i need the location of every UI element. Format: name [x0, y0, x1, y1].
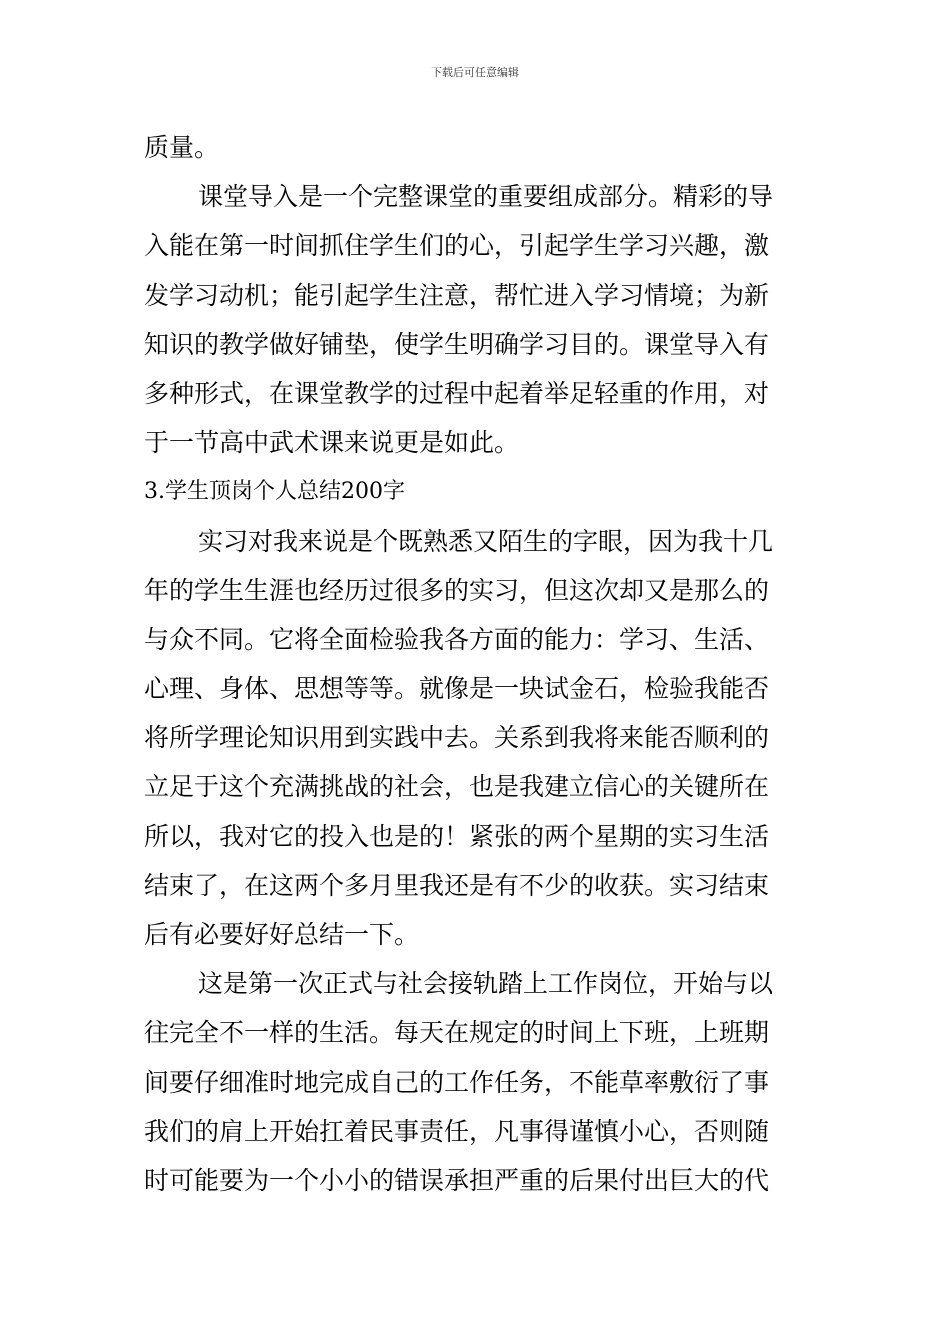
paragraph-start-line: 这是第一次正式与社会接轨踏上工作岗位，开始与以	[198, 969, 774, 999]
text-line: 后有必要好好总结一下。	[144, 920, 420, 949]
text-line: 将所学理论知识用到实践中去。关系到我将来能否顺利的	[144, 723, 770, 753]
text-line: 知识的教学做好铺垫，使学生明确学习目的。课堂导入有	[144, 329, 770, 359]
section-heading: 3.学生顶岗个人总结200字	[144, 479, 405, 505]
text-line: 与众不同。它将全面检验我各方面的能力：学习、生活、	[144, 624, 770, 654]
page-header: 下载后可任意编辑	[431, 66, 519, 79]
text-line: 年的学生生涯也经历过很多的实习，但这次却又是那么的	[144, 575, 770, 605]
text-line: 间要仔细准时地完成自己的工作任务，不能草率敷衍了事	[144, 1067, 770, 1097]
text-line: 多种形式，在课堂教学的过程中起着举足轻重的作用，对	[144, 378, 770, 408]
text-line: 所以，我对它的投入也是的！紧张的两个星期的实习生活	[144, 821, 770, 851]
text-line: 我们的肩上开始扛着民事责任，凡事得谨慎小心，否则随	[144, 1116, 770, 1146]
paragraph-start-line: 实习对我来说是个既熟悉又陌生的字眼，因为我十几	[198, 526, 774, 556]
text-line: 心理、身体、思想等等。就像是一块试金石，检验我能否	[144, 674, 770, 704]
text-line: 往完全不一样的生活。每天在规定的时间上下班，上班期	[144, 1018, 770, 1048]
document-body	[144, 123, 814, 1205]
text-line: 立足于这个充满挑战的社会，也是我建立信心的关键所在	[144, 772, 770, 802]
text-line: 结束了，在这两个多月里我还是有不少的收获。实习结束	[144, 870, 770, 900]
text-line: 入能在第一时间抓住学生们的心，引起学生学习兴趣，激	[144, 231, 770, 261]
text-line: 时可能要为一个小小的错误承担严重的后果付出巨大的代	[144, 1165, 770, 1195]
text-line: 于一节高中武术课来说更是如此。	[144, 428, 520, 458]
text-line: 发学习动机；能引起学生注意，帮忙进入学习情境；为新	[144, 280, 770, 310]
paragraph-start-line: 课堂导入是一个完整课堂的重要组成部分。精彩的导	[198, 182, 774, 212]
text-line: 质量。	[144, 133, 220, 162]
